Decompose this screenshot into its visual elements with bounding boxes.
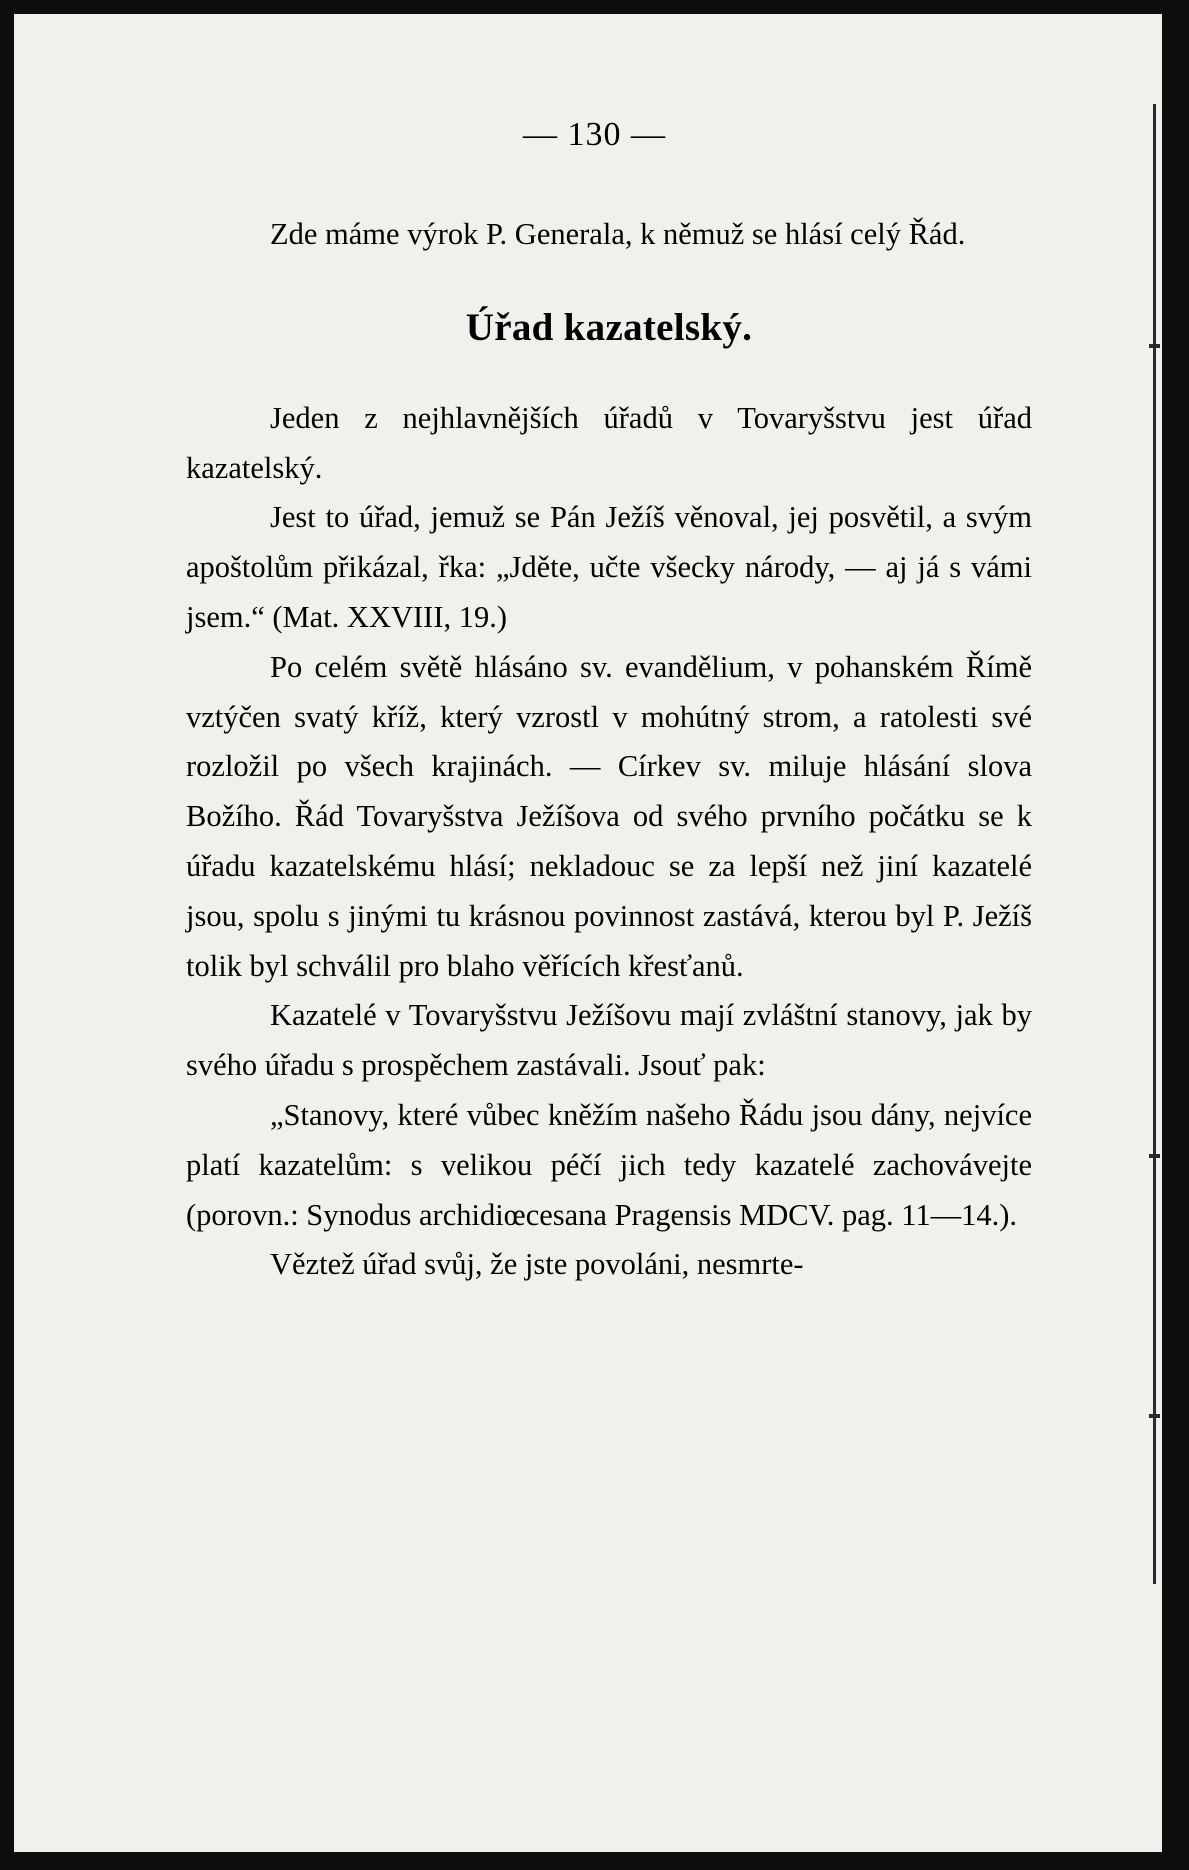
paragraph: Kazatelé v Tovaryšstvu Ježíšovu mají zvláštní stanovy, jak by svého úřadu s prospěchem zastávali. Jsouť pak: [186,998,1032,1083]
page-edge-tick [1149,344,1160,348]
paragraph: Po celém světě hlásáno sv. evandělium, v pohanském Římě vztýčen svatý kříž, který vzrostl v mohútný strom, a ratolesti své rozložil po všech krajinách. — Církev sv. miluje hlásání slova Božího. Řád Tovaryšstva Ježíšova od svého prvního počátku se k úřadu kazatelskému hlásí; nekladouc se za lepší než jiní kazatelé jsou, spolu s jinými tu krásnou povinnost zastává, kterou byl P. Ježíš tolik byl schválil pro blaho věřících křesťanů. [186,649,1032,983]
paragraph: Věztež úřad svůj, že jste povoláni, nesmrte- [270,1247,804,1282]
paragraph: „Stanovy, které vůbec kněžím našeho Řádu jsou dány, nejvíce platí kazatelům: s velikou péčí jich tedy kazatelé zachovávejte (porovn.: Synodus archidiœcesana Pragensis MDCV. pag. 11—14.). [186,1097,1032,1232]
page-edge-tick [1149,1154,1160,1158]
page-number: — 130 — [523,116,666,153]
section-heading: Úřad kazatelský. [465,305,753,349]
paragraph: Jest to úřad, jemuž se Pán Ježíš věnoval, jej posvětil, a svým apoštolům přikázal, řka: „Jděte, učte všecky národy, — aj já s vámi jsem.“ (Mat. XXVIII, 19.) [186,500,1032,634]
page-edge-tick [1149,1414,1160,1418]
page-edge-rule [1153,104,1156,1584]
intro-paragraph: Zde máme výrok P. Generala, k němuž se hlásí celý Řád. [270,217,966,251]
page-body [186,210,1032,1290]
paragraph: Jeden z nejhlavnějších úřadů v Tovaryšstvu jest úřad kazatelský. [186,400,1032,485]
